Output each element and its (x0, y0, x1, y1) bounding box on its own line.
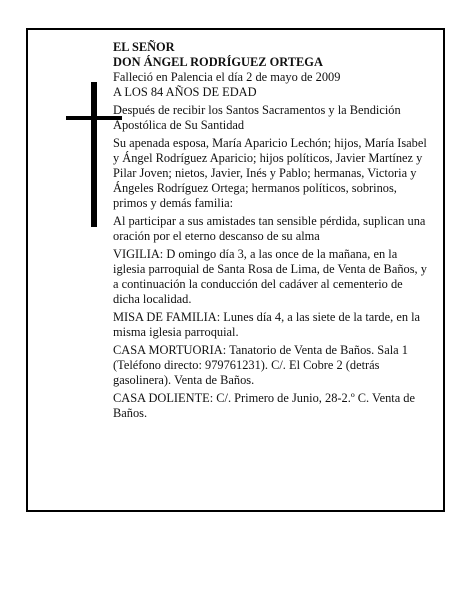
deceased-name: DON ÁNGEL RODRÍGUEZ ORTEGA (113, 55, 323, 69)
request-paragraph: Al participar a sus amistades tan sensible pérdida, suplican una oración por el eterno descanso de su alma (113, 214, 426, 243)
death-line: Falleció en Palencia el día 2 de mayo de 2009 (113, 70, 341, 84)
family-paragraph: Su apenada esposa, María Aparicio Lechón; hijos, María Isabel y Ángel Rodríguez Aparicio; hijos políticos, Javier Martínez y Pilar Joven; nietos, Javier, Inés y Pablo; hermanas, Victoria y Ángeles Rodríguez Ortega; hermanos políticos, sobrinos, primos y demás familia: (113, 136, 427, 210)
cross-icon-vertical-bar (91, 82, 97, 227)
funeral-home-paragraph: CASA MORTUORIA: Tanatorio de Venta de Baños. Sala 1 (Teléfono directo: 979761231). C/. El Cobre 2 (detrás gasolinera). Venta de Baños. (113, 343, 408, 387)
vigil-paragraph: VIGILIA: D omingo día 3, a las once de la mañana, en la iglesia parroquial de Santa Rosa de Lima, de Venta de Baños, y a continuación la conducción del cadáver al cementerio de dicha localidad. (113, 247, 427, 306)
notice-text (113, 40, 429, 424)
age-line: A LOS 84 AÑOS DE EDAD (113, 85, 257, 99)
sacraments-paragraph: Después de recibir los Santos Sacramentos y la Bendición Apostólica de Su Santidad (113, 103, 401, 132)
family-mass-paragraph: MISA DE FAMILIA: Lunes día 4, a las siete de la tarde, en la misma iglesia parroquial. (113, 310, 421, 339)
title-line-1: EL SEÑOR (113, 40, 175, 54)
mourning-house-paragraph: CASA DOLIENTE: C/. Primero de Junio, 28-2.º C. Venta de Baños. (113, 391, 415, 420)
